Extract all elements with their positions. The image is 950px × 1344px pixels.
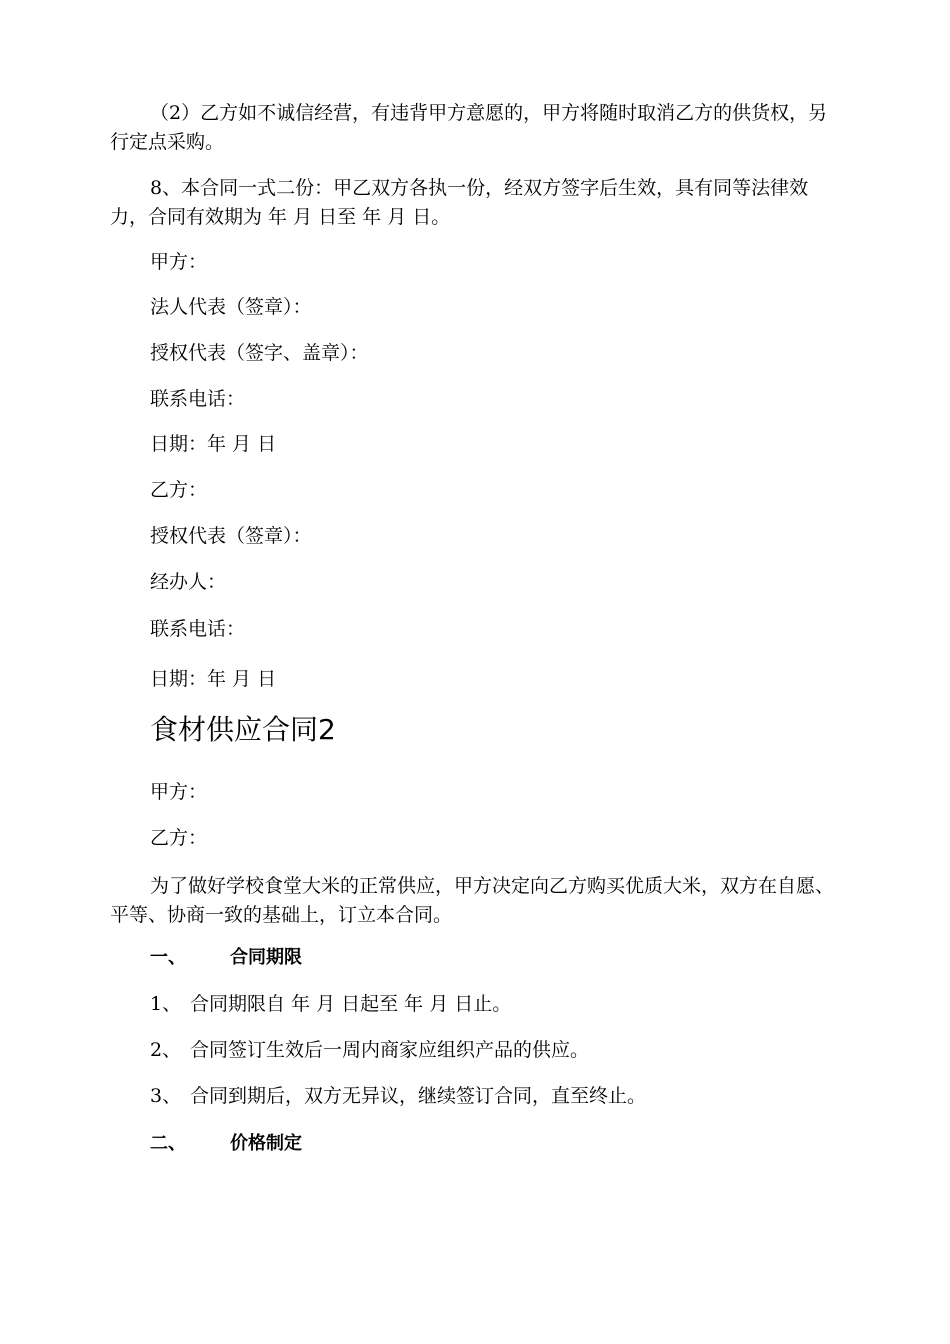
section-1-item-3 — [150, 1084, 646, 1108]
section-2-number: 二、 — [150, 1133, 186, 1154]
section-1-number: 一、 — [150, 947, 186, 968]
contract-2-intro: 为了做好学校食堂大米的正常供应，甲方决定向乙方购买优质大米，双方在自愿、平等、协商一致的基础上，订立本合同。 — [110, 875, 835, 926]
party-b-phone: 联系电话： — [150, 618, 246, 640]
section-1-heading — [150, 946, 302, 970]
item-text: 合同签订生效后一周内商家应组织产品的供应。 — [190, 1039, 590, 1061]
section-2-heading — [150, 1132, 302, 1156]
contract-2-title: 食材供应合同2 — [150, 713, 336, 746]
clause-8: 8、本合同一式二份：甲乙双方各执一份，经双方签字后生效，具有同等法律效力，合同有效期为 年 月 日至 年 月 日。 — [110, 177, 809, 228]
clause-7-2: （2）乙方如不诚信经营，有违背甲方意愿的，甲方将随时取消乙方的供货权，另行定点采购。 — [110, 102, 828, 153]
item-text: 合同期限自 年 月 日起至 年 月 日止。 — [190, 993, 512, 1015]
party-a-legal-rep: 法人代表（签章）： — [150, 296, 312, 318]
item-text: 合同到期后，双方无异议，继续签订合同，直至终止。 — [190, 1085, 647, 1107]
item-number: 3、 — [150, 1085, 182, 1107]
party-a-phone: 联系电话： — [150, 388, 246, 410]
party-a-date: 日期：年 月 日 — [150, 433, 277, 455]
section-1-item-2 — [150, 1038, 589, 1062]
item-number: 2、 — [150, 1039, 182, 1061]
section-1-item-1 — [150, 992, 511, 1016]
party-b-handler: 经办人： — [150, 571, 227, 593]
party-b-date: 日期：年 月 日 — [150, 668, 277, 690]
item-number: 1、 — [150, 993, 182, 1015]
party-b-label: 乙方： — [150, 479, 208, 501]
contract-2-party-b: 乙方： — [150, 827, 208, 849]
party-a-auth-rep: 授权代表（签字、盖章）： — [150, 342, 369, 364]
section-1-title: 合同期限 — [230, 947, 302, 968]
contract-2-party-a: 甲方： — [150, 781, 208, 803]
party-b-auth-rep: 授权代表（签章）： — [150, 525, 312, 547]
party-a-label: 甲方： — [150, 251, 208, 273]
section-2-title: 价格制定 — [230, 1133, 302, 1154]
